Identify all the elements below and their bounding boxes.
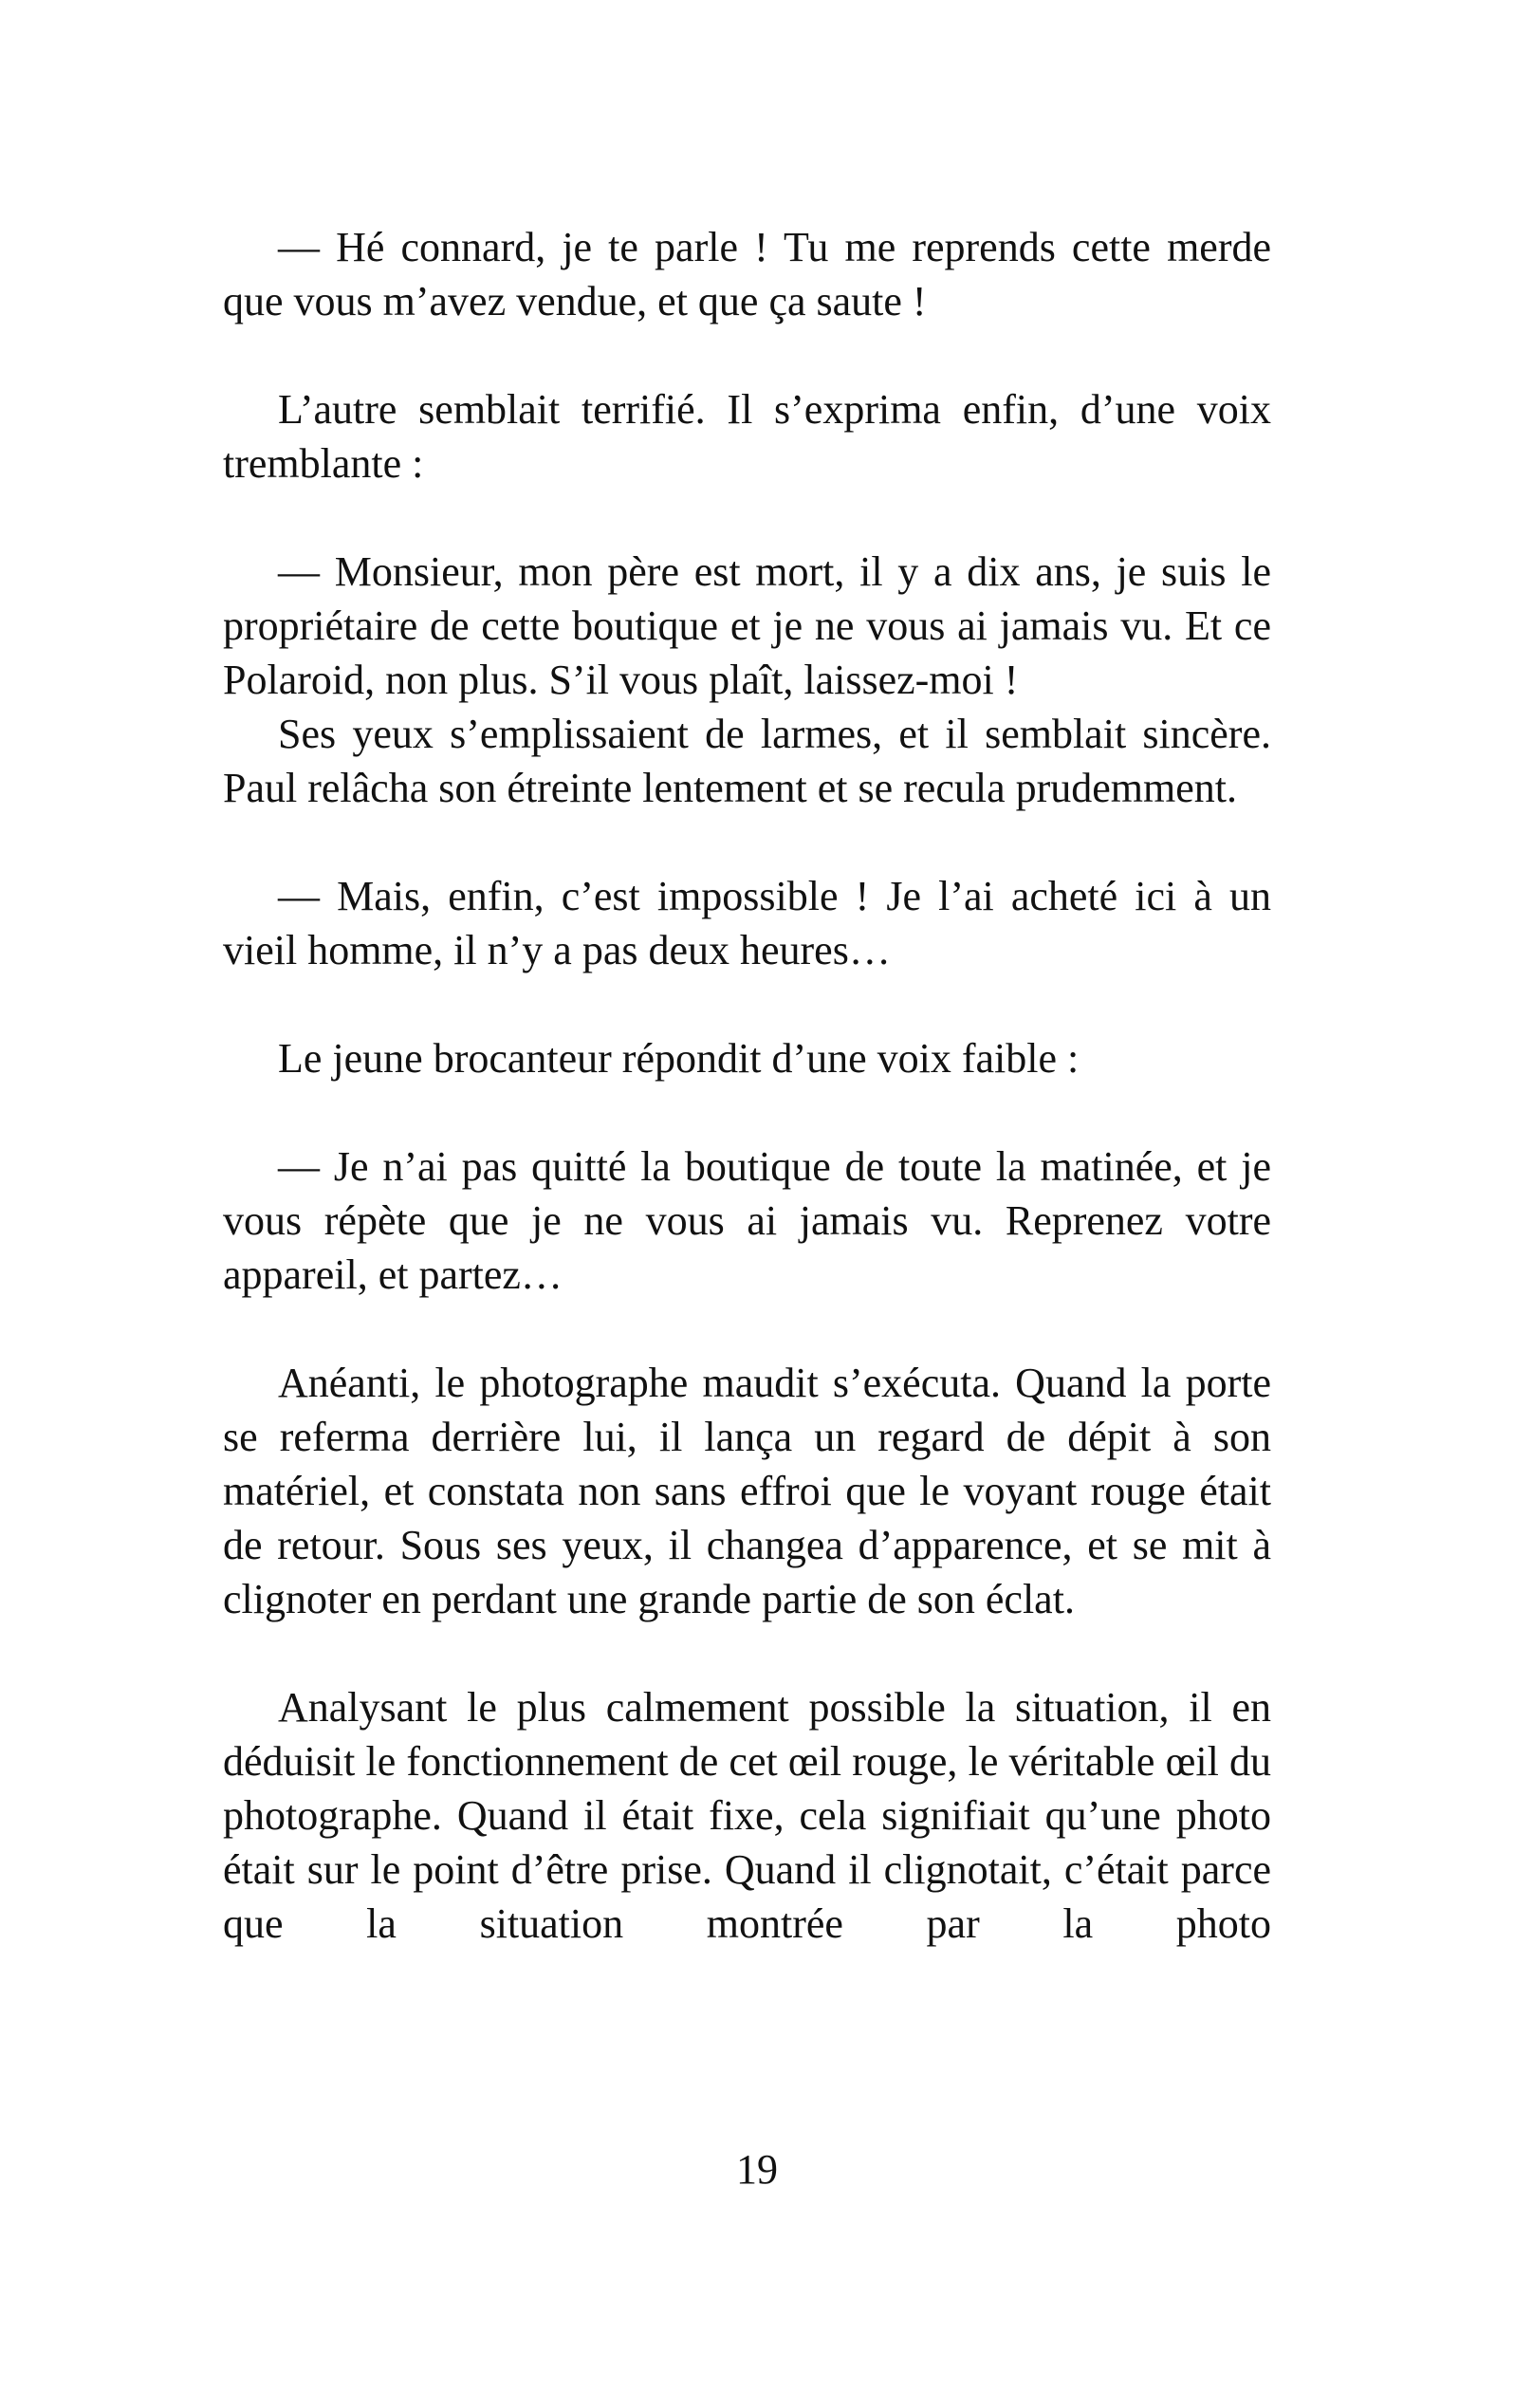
page-body (223, 220, 1271, 1951)
paragraph-insult: — Hé connard, je te parle ! Tu me reprends cette merde que vous m’avez vendue, et que ça saute ! (223, 224, 1271, 324)
paragraph-impossible: — Mais, enfin, c’est impossible ! Je l’ai acheté ici à un vieil homme, il n’y a pas deux heures… (223, 873, 1271, 973)
paragraph-tears: Ses yeux s’emplissaient de larmes, et il semblait sincère. Paul relâcha son étreinte lentement et se recula prudemment. (223, 711, 1271, 811)
paragraph-not-left: — Je n’ai pas quitté la boutique de toute la matinée, et je vous répète que je ne vous ai jamais vu. Reprenez votre appareil, et partez… (223, 1143, 1271, 1298)
paragraph-analysis: Analysant le plus calmement possible la situation, il en déduisit le fonctionnement de cet œil rouge, le véritable œil du photographe. Quand il était fixe, cela signifiait qu’une photo était sur le point d’être prise. Quand il clignotait, c’était parce que la situation montrée par la photo (223, 1684, 1271, 1947)
paragraph-terrified: L’autre semblait terrifié. Il s’exprima enfin, d’une voix tremblante : (223, 386, 1271, 487)
paragraph-young-dealer: Le jeune brocanteur répondit d’une voix faible : (278, 1035, 1080, 1082)
paragraph-devastated: Anéanti, le photographe maudit s’exécuta. Quand la porte se referma derrière lui, il lança un regard de dépit à son matériel, et constata non sans effroi que le voyant rouge était de retour. Sous ses yeux, il changea d’apparence, et se mit à clignoter en perdant une grande partie de son éclat. (223, 1360, 1271, 1622)
paragraph-monsieur: — Monsieur, mon père est mort, il y a dix ans, je suis le propriétaire de cette boutique et je ne vous ai jamais vu. Et ce Polaroid, non plus. S’il vous plaît, laissez-moi ! (223, 548, 1271, 703)
page-number: 19 (736, 2146, 778, 2193)
